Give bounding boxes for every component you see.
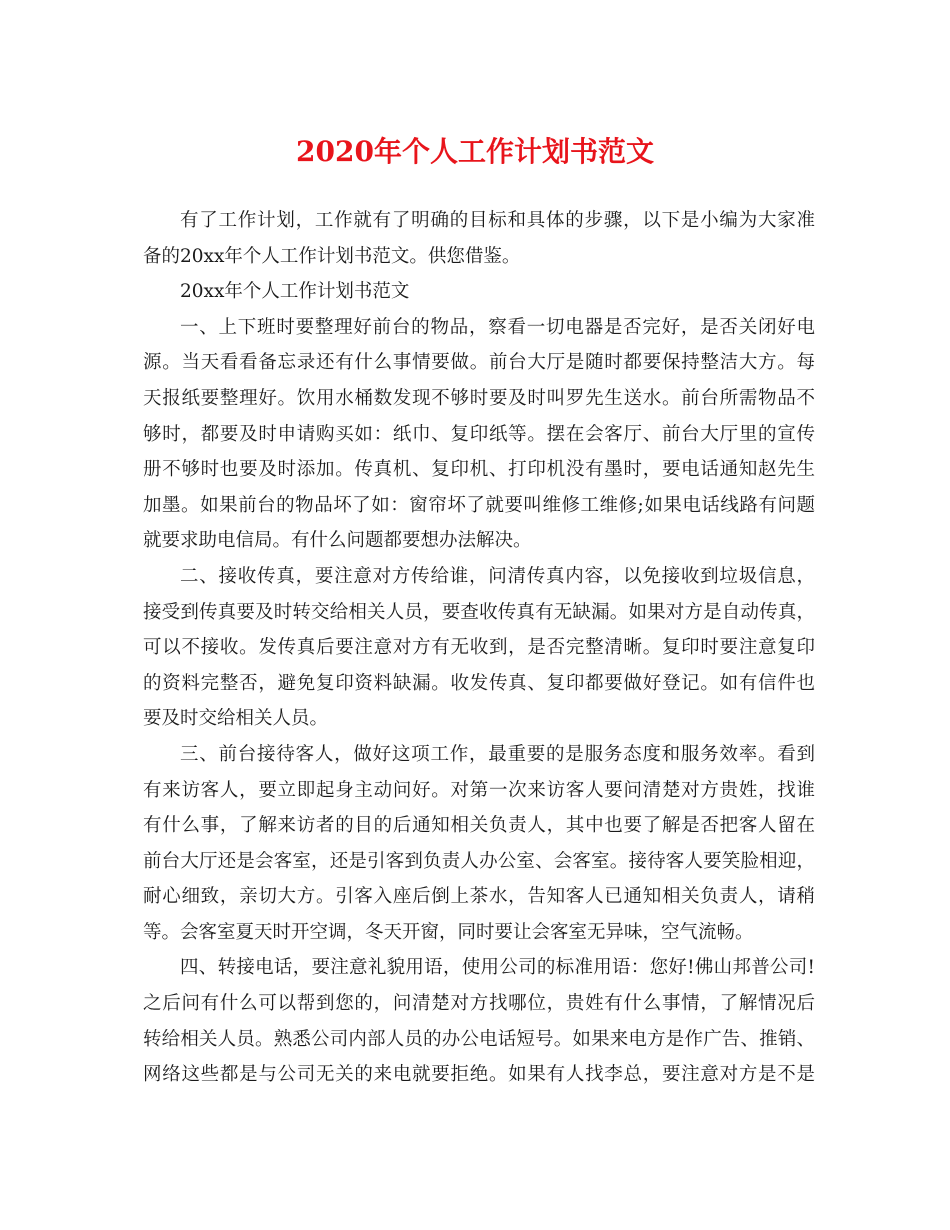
text-line: 要及时交给相关人员。 [143, 708, 329, 730]
text-line: 前台大厅还是会客室，还是引客到负责人办公室、会客室。接待客人要笑脸相迎， [143, 850, 815, 872]
text-line: 二、接收传真，要注意对方传给谁，问清传真内容，以免接收到垃圾信息， [180, 565, 815, 587]
text-line: 够时，都要及时申请购买如：纸巾、复印纸等。摆在会客厅、前台大厅里的宣传 [143, 423, 815, 445]
text-line: 网络这些都是与公司无关的来电就要拒绝。如果有人找李总，要注意对方是不是 [143, 1064, 815, 1086]
text-line: 耐心细致，亲切大方。引客入座后倒上茶水，告知客人已通知相关负责人，请稍 [143, 886, 815, 908]
text-line: 源。当天看看备忘录还有什么事情要做。前台大厅是随时都要保持整洁大方。每 [143, 352, 815, 374]
text-line: 备的20xx年个人工作计划书范文。供您借鉴。 [143, 245, 521, 267]
text-line: 有来访客人，要立即起身主动问好。对第一次来访客人要问清楚对方贵姓，找谁 [143, 779, 815, 801]
document-title: 2020年个人工作计划书范文 [296, 135, 654, 168]
text-line: 可以不接收。发传真后要注意对方有无收到，是否完整清晰。复印时要注意复印 [143, 637, 815, 659]
text-line: 的资料完整否，避免复印资料缺漏。收发传真、复印都要做好登记。如有信件也 [143, 672, 815, 694]
text-line: 一、上下班时要整理好前台的物品，察看一切电器是否完好，是否关闭好电 [180, 316, 815, 338]
text-line: 天报纸要整理好。饮用水桶数发现不够时要及时叫罗先生送水。前台所需物品不 [143, 387, 815, 409]
text-line: 有了工作计划，工作就有了明确的目标和具体的步骤，以下是小编为大家准 [180, 210, 815, 231]
text-line: 接受到传真要及时转交给相关人员，要查收传真有无缺漏。如果对方是自动传真， [143, 601, 815, 623]
text-line: 就要求助电信局。有什么问题都要想办法解决。 [143, 530, 532, 552]
text-line: 转给相关人员。熟悉公司内部人员的办公电话短号。如果来电方是作广告、推销、 [143, 1028, 815, 1050]
text-line: 之后问有什么可以帮到您的，问清楚对方找哪位，贵姓有什么事情，了解情况后 [143, 993, 815, 1015]
document-body [143, 203, 815, 1093]
text-line: 20xx年个人工作计划书范文 [180, 281, 410, 303]
text-line: 四、转接电话，要注意礼貌用语，使用公司的标准用语：您好!佛山邦普公司! [180, 957, 815, 979]
text-line: 等。会客室夏天时开空调，冬天开窗，同时要让会客室无异味，空气流畅。 [143, 921, 754, 943]
text-line: 加墨。如果前台的物品坏了如：窗帘坏了就要叫维修工维修;如果电话线路有问题 [143, 494, 815, 516]
text-line: 三、前台接待客人，做好这项工作，最重要的是服务态度和服务效率。看到 [180, 743, 815, 765]
text-line: 册不够时也要及时添加。传真机、复印机、打印机没有墨时，要电话通知赵先生 [143, 459, 815, 481]
text-line: 有什么事，了解来访者的目的后通知相关负责人，其中也要了解是否把客人留在 [143, 815, 815, 837]
